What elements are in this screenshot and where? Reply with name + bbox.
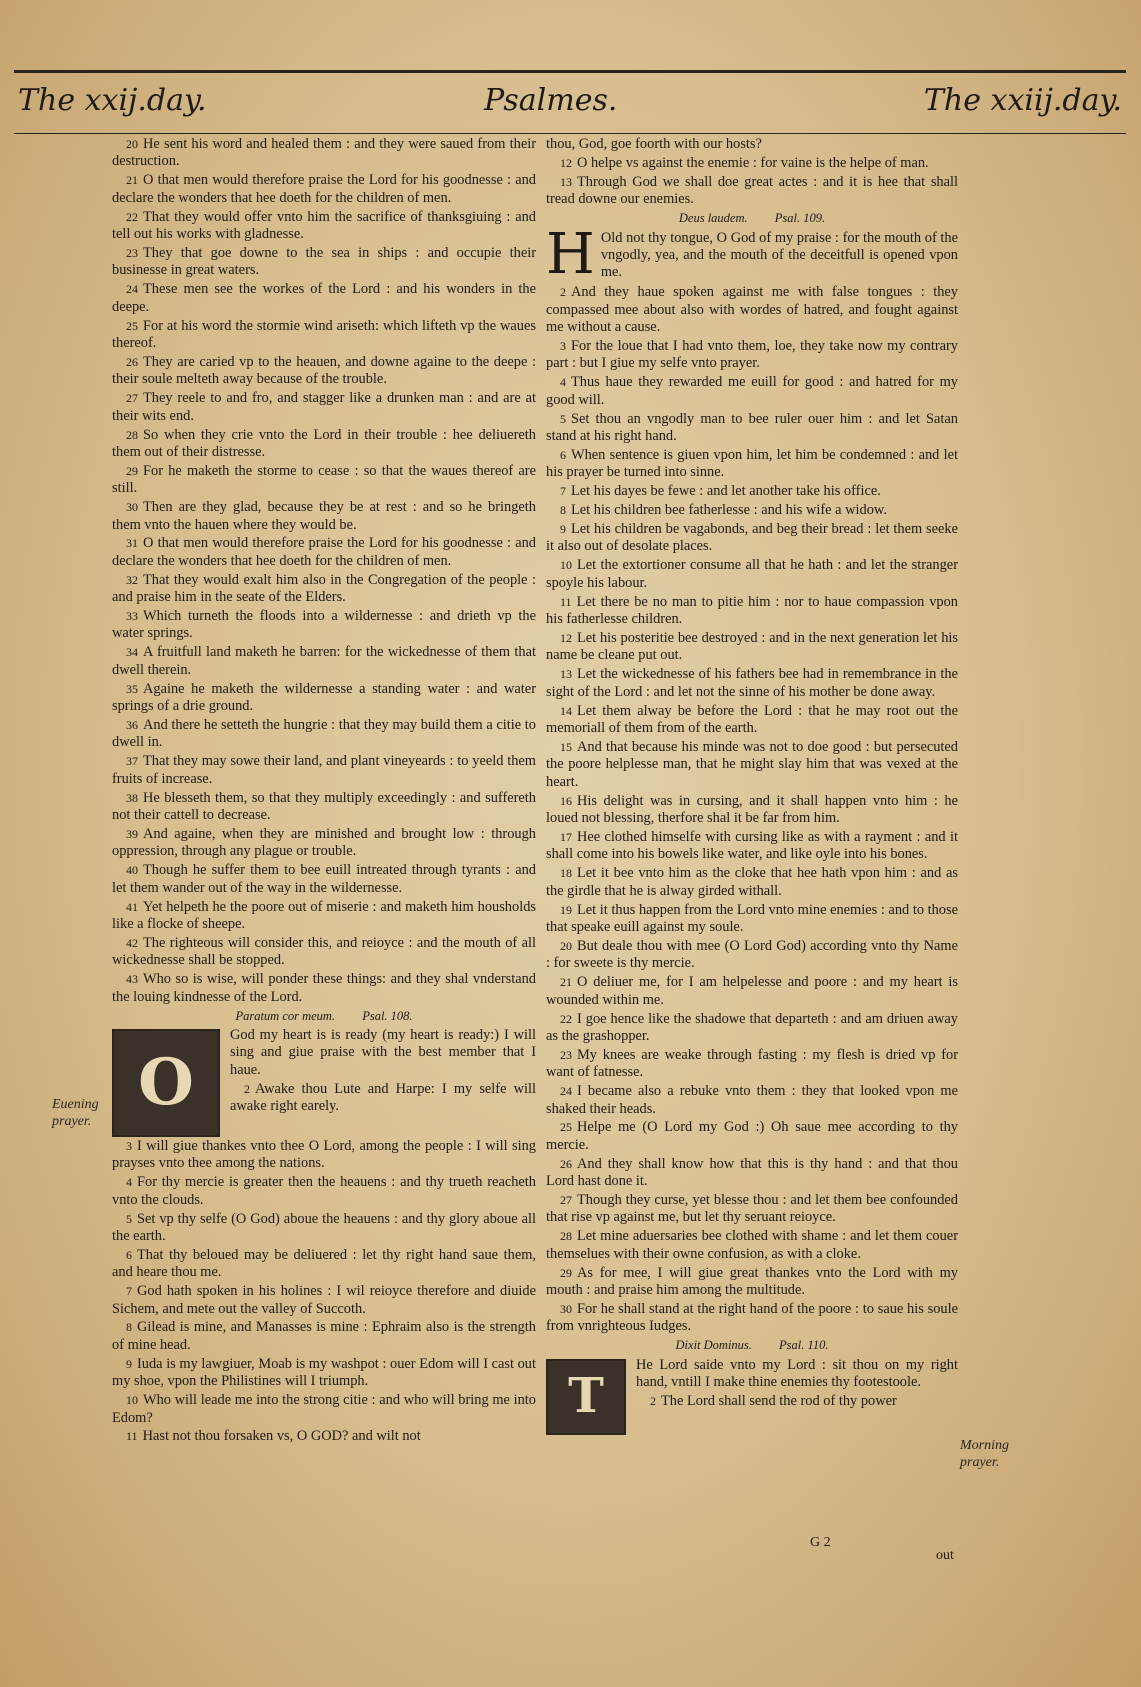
verse: 31 O that men would therefore praise the Lord for his goodnesse : and declare the wonders that hee doeth for the children of men. [112, 535, 536, 569]
verse: Old not thy tongue, O God of my praise : for the mouth of the vngodly, yea, and the mouth of the deceitfull is opened vpon me. [600, 229, 958, 281]
psalm-latin-incipit: Deus laudem. [678, 211, 748, 226]
verse: 9 Iuda is my lawgiuer, Moab is my washpot : ouer Edom will I cast out my shoe, vpon the Philistines will I triumph. [112, 1355, 536, 1390]
decorated-initial-t: T [546, 1359, 626, 1435]
header-day-right: The xxiij.day. [923, 83, 1122, 118]
psalm-108-heading [112, 1008, 536, 1025]
psalm-109-opening [546, 230, 958, 284]
verse: 16 His delight was in cursing, and it shall happen vnto him : he loued not blessing, therfore shal it be far from him. [546, 792, 958, 827]
verse: 38 He blesseth them, so that they multiply exceedingly : and suffereth not their cattell to decrease. [112, 789, 536, 824]
verse: 37 That they may sowe their land, and plant vineyeards : to yeeld them fruits of increase. [112, 753, 536, 787]
verse: 3 For the loue that I had vnto them, loe, they take now my contrary part : but I giue my selfe vnto prayer. [546, 337, 958, 372]
verse: 25 Helpe me (O Lord my God :) Oh saue mee according to thy mercie. [546, 1119, 958, 1153]
verse: 25 For at his word the stormie wind ariseth: which lifteth vp the waues thereof. [112, 317, 536, 351]
decorated-initial-o: O [112, 1029, 220, 1137]
verse: 40 Though he suffer them to bee euill intreated through tyrants : and let them wander out of the way in the wildernesse. [112, 862, 536, 896]
signature-mark: G 2 [810, 1535, 831, 1550]
verse: 19 Let it thus happen from the Lord vnto mine enemies : and to those that speake euill against my soule. [546, 901, 958, 935]
verse: 20 He sent his word and healed them : and they were saued from their destruction. [112, 136, 536, 170]
verse: 4 Thus haue they rewarded me euill for good : and hatred for my good will. [546, 374, 958, 408]
verse: 13 Through God we shall doe great actes : and it is hee that shall tread downe our enemies. [546, 173, 958, 208]
verse: 2 And they haue spoken against me with false tongues : they compassed mee about also with wordes of hatred, and fought against me without a cause. [546, 284, 958, 336]
verse: 3 I will giue thankes vnto thee O Lord, among the people : I will sing prayses vnto thee among the nations. [112, 1137, 536, 1172]
header-book-title: Psalmes. [484, 83, 618, 118]
psalm-109-heading [546, 210, 958, 227]
verse: 23 They that goe downe to the sea in ships : and occupie their businesse in great waters. [112, 244, 536, 279]
margin-note-morning-prayer: Morning prayer. [960, 1438, 1009, 1470]
verse: 34 A fruitfull land maketh he barren: for the wickednesse of them that dwell therein. [112, 644, 536, 678]
verse: 20 But deale thou with mee (O Lord God) according vnto thy Name : for sweete is thy mercie. [546, 937, 958, 972]
verse: 5 Set vp thy selfe (O God) aboue the heauens : and thy glory aboue all the earth. [112, 1210, 536, 1244]
verse: God my heart is is ready (my heart is ready:) I will sing and giue praise with the best member that I haue. [230, 1026, 536, 1078]
verse: 7 Let his dayes be fewe : and let another take his office. [560, 483, 881, 500]
verse: 32 That they would exalt him also in the Congregation of the people : and praise him in the seate of the Elders. [112, 571, 536, 606]
verse: 11 Let there be no man to pitie him : nor to haue compassion vpon his fatherlesse children. [546, 593, 958, 628]
verse: 21 O that men would therefore praise the Lord for his goodnesse : and declare the wonders that hee doeth for the children of men. [112, 172, 536, 206]
verse-continuation: thou, God, goe foorth with our hosts? [546, 136, 762, 152]
verse: 13 Let the wickednesse of his fathers bee had in remembrance in the sight of the Lord : and let not the sinne of his mother be done away. [546, 666, 958, 700]
verse: 8 Gilead is mine, and Manasses is mine : Ephraim also is the strength of mine head. [112, 1319, 536, 1353]
verse: 9 Let his children be vagabonds, and beg their bread : let them seeke it also out of desolate places. [546, 521, 958, 555]
verse: 6 That thy beloued may be deliuered : let thy right hand saue them, and heare thou me. [112, 1246, 536, 1281]
psalm-108-opening [112, 1027, 536, 1137]
verse: 7 God hath spoken in his holines : I wil reioyce therefore and diuide Sichem, and mete out the valley of Succoth. [112, 1283, 536, 1317]
verse: 39 And againe, when they are minished and brought low : through oppression, through any plague or trouble. [112, 825, 536, 860]
verse: 12 O helpe vs against the enemie : for vaine is the helpe of man. [560, 154, 929, 171]
verse: 29 For he maketh the storme to cease : so that the waues thereof are still. [112, 462, 536, 497]
psalm-110-opening [546, 1357, 958, 1435]
verse: 2 Awake thou Lute and Harpe: I my selfe will awake right earely. [230, 1080, 536, 1115]
verse: 36 And there he setteth the hungrie : that they may build them a citie to dwell in. [112, 717, 536, 751]
verse: 10 Let the extortioner consume all that he hath : and let the stranger spoyle his labour. [546, 557, 958, 591]
verse: 12 Let his posteritie bee destroyed : and in the next generation let his name be cleane put out. [546, 629, 958, 664]
verse: 24 I became also a rebuke vnto them : they that looked vpon me shaked their heads. [546, 1083, 958, 1117]
verse: 30 For he shall stand at the right hand of the poore : to saue his soule from vnrighteous Iudges. [546, 1301, 958, 1335]
verse: 35 Againe he maketh the wildernesse a standing water : and water springs of a drie ground. [112, 680, 536, 715]
verse: 23 My knees are weake through fasting : my flesh is dried vp for want of fatnesse. [546, 1046, 958, 1081]
verse: 26 And they shall know how that this is thy hand : and that thou Lord hast done it. [546, 1155, 958, 1190]
verse: 2 The Lord shall send the rod of thy power [650, 1393, 897, 1410]
verse: 17 Hee clothed himselfe with cursing like as with a rayment : and it shall come into his bowels like water, and like oyle into his bones. [546, 828, 958, 863]
verse: 28 So when they crie vnto the Lord in their trouble : hee deliuereth them out of their distresse. [112, 426, 536, 460]
verse: 27 They reele to and fro, and stagger like a drunken man : and are at their wits end. [112, 390, 536, 424]
verse: 14 Let them alway be before the Lord : that he may root out the memoriall of them from of the earth. [546, 702, 958, 736]
psalm-reference: Psal. 108. [362, 1008, 413, 1023]
verse: 10 Who will leade me into the strong citie : and who will bring me into Edom? [112, 1392, 536, 1426]
verse: 30 Then are they glad, because they be at rest : and so he bringeth them vnto the hauen where they would be. [112, 499, 536, 533]
verse: 18 Let it bee vnto him as the cloke that hee hath vpon him : and as the girdle that he is alway girded withall. [546, 865, 958, 899]
left-column [112, 136, 536, 1447]
verse: 5 Set thou an vngodly man to bee ruler ouer him : and let Satan stand at his right hand. [546, 410, 958, 444]
header-day-left: The xxij.day. [18, 83, 207, 118]
psalm-reference: Psal. 110. [779, 1338, 829, 1353]
verse: 22 I goe hence like the shadowe that departeth : and am driuen away as the grashopper. [546, 1010, 958, 1044]
verse: 15 And that because his minde was not to doe good : but persecuted the poore helplesse man, that he might slay him that was vexed at the heart. [546, 738, 958, 790]
verse: 11 Hast not thou forsaken vs, O GOD? and wilt not [126, 1428, 421, 1445]
verse: 4 For thy mercie is greater then the heauens : and thy trueth reacheth vnto the clouds. [112, 1174, 536, 1208]
verse: He Lord saide vnto my Lord : sit thou on my right hand, vntill I make thine enemies thy footestoole. [636, 1356, 958, 1391]
verse: 29 As for mee, I will giue great thankes vnto the Lord with my mouth : and praise him among the multitude. [546, 1264, 958, 1299]
verse: 26 They are caried vp to the heauen, and downe againe to the deepe : their soule melteth away because of the trouble. [112, 353, 536, 388]
running-header [14, 70, 1126, 134]
verse: 41 Yet helpeth he the poore out of miserie : and maketh him housholds like a flocke of sheepe. [112, 898, 536, 932]
verse: 43 Who so is wise, will ponder these things: and they shal vnderstand the louing kindnesse of the Lord. [112, 971, 536, 1005]
right-column [546, 136, 958, 1436]
psalm-reference: Psal. 109. [774, 211, 826, 226]
verse: 27 Though they curse, yet blesse thou : and let them bee confounded that rise vp against me, but let thy seruant reioyce. [546, 1192, 958, 1226]
verse: 21 O deliuer me, for I am helpelesse and poore : and my heart is wounded within me. [546, 974, 958, 1008]
initial-letter-h: H [546, 229, 595, 284]
margin-note-evening-prayer: Euening prayer. [52, 1097, 99, 1129]
catchword: out [936, 1548, 954, 1563]
verse: 24 These men see the workes of the Lord : and his wonders in the deepe. [112, 281, 536, 315]
psalm-latin-incipit: Paratum cor meum. [235, 1008, 336, 1023]
verse: 33 Which turneth the floods into a wildernesse : and drieth vp the water springs. [112, 608, 536, 642]
verse: 22 That they would offer vnto him the sacrifice of thanksgiuing : and tell out his works with gladnesse. [112, 208, 536, 243]
psalm-latin-incipit: Dixit Dominus. [675, 1338, 752, 1353]
verse: 28 Let mine aduersaries bee clothed with shame : and let them couer themselues with their owne confusion, as with a cloke. [546, 1228, 958, 1262]
verse: 6 When sentence is giuen vpon him, let him be condemned : and let his prayer be turned into sinne. [546, 446, 958, 481]
verse: 8 Let his children bee fatherlesse : and his wife a widow. [560, 502, 887, 519]
psalm-110-heading [546, 1337, 958, 1354]
verse: 42 The righteous will consider this, and reioyce : and the mouth of all wickednesse shall be stopped. [112, 934, 536, 969]
